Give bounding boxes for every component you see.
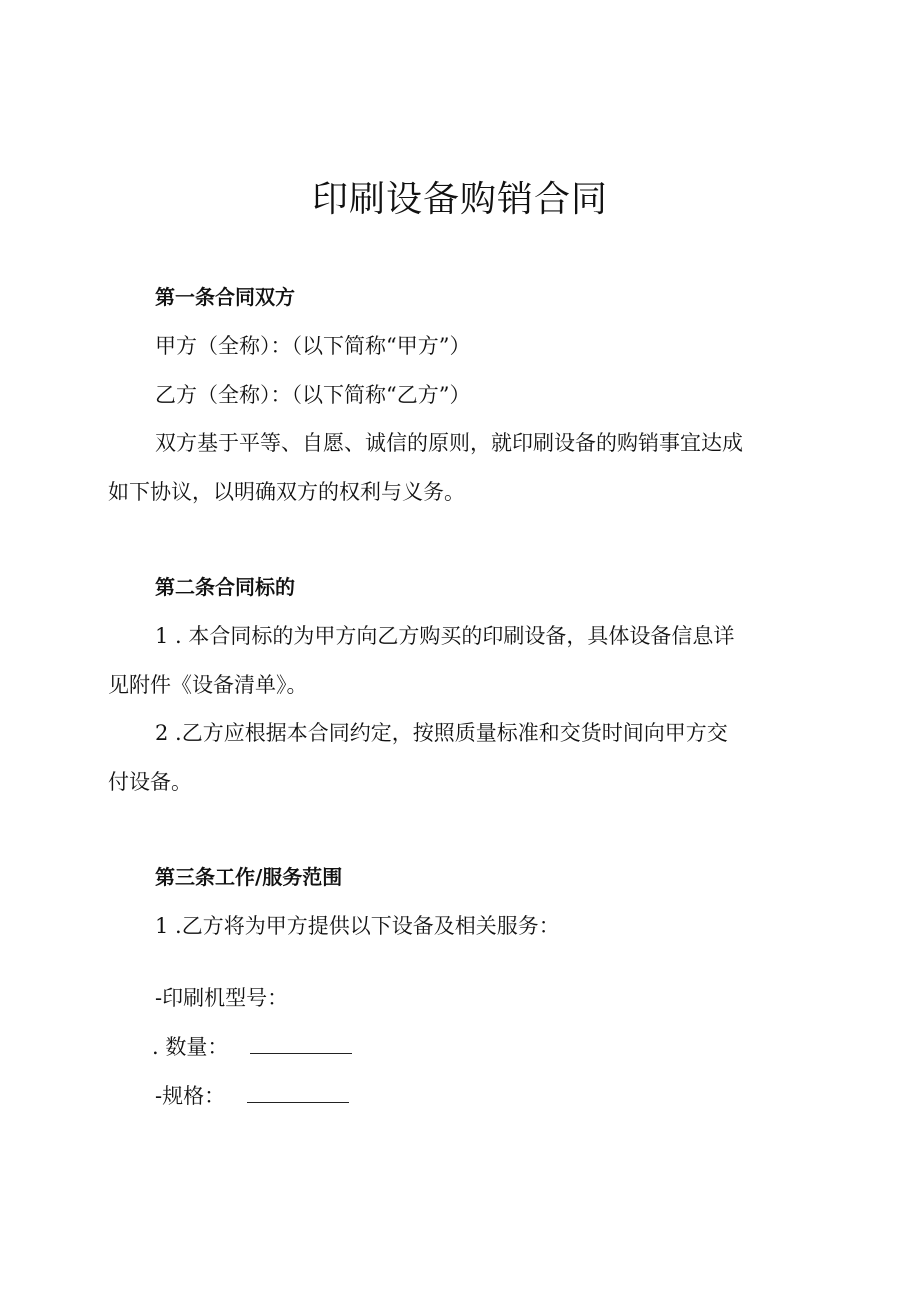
model-label: -印刷机型号： <box>155 986 289 1010</box>
quantity-blank <box>250 1031 352 1054</box>
article-2-item-1-line-2: 见附件《设备清单》。 <box>108 673 308 697</box>
quantity-line <box>152 1031 352 1062</box>
spec-blank <box>247 1080 349 1103</box>
party-a-line: 甲方（全称）：（以下简称“甲方”） <box>155 334 471 358</box>
spec-line <box>155 1080 349 1111</box>
article-1-heading: 第一条合同双方 <box>155 285 295 309</box>
spec-label: -规格： <box>155 1084 226 1108</box>
article-2-heading: 第二条合同标的 <box>155 575 295 599</box>
article-2-item-1-line-1: 1 . 本合同标的为甲方向乙方购买的印刷设备，具体设备信息详 <box>155 624 735 648</box>
party-b-line: 乙方（全称）：（以下简称“乙方”） <box>155 383 471 407</box>
article-2-item-2-line-1: 2 .乙方应根据本合同约定，按照质量标准和交货时间向甲方交 <box>155 721 728 745</box>
intro-paragraph-line-1: 双方基于平等、自愿、诚信的原则，就印刷设备的购销事宜达成 <box>155 431 743 455</box>
article-2-item-2-line-2: 付设备。 <box>108 770 192 794</box>
contract-title: 印刷设备购销合同 <box>311 179 608 220</box>
quantity-label: . 数量： <box>152 1035 229 1059</box>
intro-paragraph-line-2: 如下协议，以明确双方的权利与义务。 <box>108 480 465 504</box>
article-3-item-1: 1 .乙方将为甲方提供以下设备及相关服务： <box>155 914 560 938</box>
article-3-heading: 第三条工作/服务范围 <box>155 865 343 889</box>
